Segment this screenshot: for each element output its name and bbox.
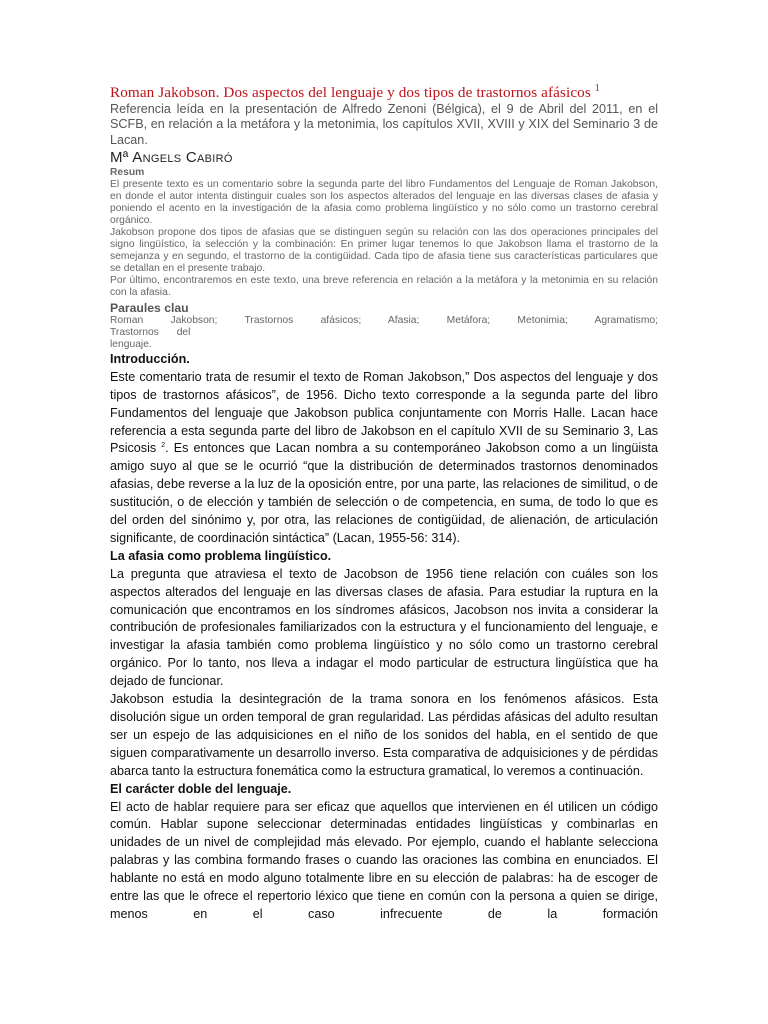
abstract-paragraph: Jakobson propone dos tipos de afasias que se distinguen según su relación con las dos operaciones principales del signo lingüístico, la selección y la combinación: En primer lugar tenemos lo que Jakobson llama el trastorno de la semejanza y en segundo, el trastorno de la contigüidad. Cada tipo de afasia tiene sus características particulares que se detallan en el presente trabajo. [110,226,658,274]
footnote-marker: 2 [161,442,166,450]
reference-note: Referencia leída en la presentación de Alfredo Zenoni (Bélgica), el 9 de Abril del 2011, en el SCFB, en relación a la metáfora y la metonimia, los capítulos XVII, XVIII y XIX del Seminario 3 de Lacan. [110,102,658,147]
section-heading-caracter-doble: El carácter doble del lenguaje. [110,781,292,796]
section-heading-afasia: La afasia como problema lingüístico. [110,548,332,563]
body-paragraph [110,369,658,548]
keywords-heading: Paraules clau [110,300,189,315]
section-heading-introduccion: Introducción. [110,351,190,366]
document-title [110,84,658,101]
document-body [110,351,658,924]
keywords-section [110,302,658,351]
abstract-section [110,167,658,299]
abstract-paragraph: Por último, encontraremos en este texto, una breve referencia en relación a la metáfora y la metonimia en su relación con la afasia. [110,274,658,298]
body-paragraph: El acto de hablar requiere para ser eficaz que aquellos que intervienen en él utilicen un código común. Hablar supone seleccionar determinadas entidades lingüísticas y combinarlas en unidades de un nivel de complejidad más elevado. Por ejemplo, cuando el hablante selecciona palabras y las combina formando frases o cuando las oraciones las combina en enunciados. El hablante no está en modo alguno totalmente libre en su elección de palabras: ha de escoger de entre las que le ofrece el repertorio léxico que tiene en común con la persona a quien se dirige, menos en el caso infrecuente de la formación [110,799,658,921]
title-footnote-marker: 1 [594,82,600,94]
body-text: . Es entonces que Lacan nombra a su contemporáneo Jakobson como a un lingüista amigo suyo al que se le ocurrió “que la distribución de determinados trastornos denominados afasias, debe reverse a la luz de la oposición entre, por una parte, las relaciones de similitud, o de sustitución, o de elección y también de selección o de competencia, en suma, de todo lo que es del orden del sinónimo y, por otra, las relaciones de contigüidad, de alienación, de articulación significante, de coordinación sintáctica” (Lacan, 1955-56: 314). [110,441,658,545]
body-text: Este comentario trata de resumir el texto de Roman Jakobson,” Dos aspectos del lenguaje y dos tipos de trastornos afásicos”, de 1956. Dicho texto corresponde a la segunda parte del libro Fundamentos del lenguaje que Jakobson publica conjuntamente con Morris Halle. Lacan hace referencia a esta segunda parte del libro de Jakobson en el capítulo XVII de su Seminario 3, Las Psicosis [110,369,658,456]
author-name: Mª Angels Cabiró [110,148,233,166]
body-paragraph: Jakobson estudia la desintegración de la trama sonora en los fenómenos afásicos. Esta disolución sigue un orden temporal de gran regularidad. Las pérdidas afásicas del adulto resultan ser un espejo de las adquisiciones en el niño de los sonidos del habla, en el sentido de que siguen comparativamente un desarrollo inverso. Esta comparativa de adquisiciones y de pérdidas abarca tanto la estructura fonemática como la estructura gramatical, lo veremos a continuación. [110,692,658,778]
title-text: Roman Jakobson. Dos aspectos del lenguaje y dos tipos de trastornos afásicos [110,84,591,101]
body-paragraph: La pregunta que atraviesa el texto de Jacobson de 1956 tiene relación con cuáles son los aspectos alterados del lenguaje en las diversas clases de afasia. Para estudiar la ruptura en la comunicación que encontramos en los síndromes afásicos, Jacobson nos invita a considerar la contribución de profesionales familiarizados con la estructura y el funcionamiento del lenguaje, e investigar la afasia también como problema lingüístico y no sólo como un trastorno cerebral orgánico. Por lo tanto, nos lleva a indagar el modo particular de estructura lingüística que ha dejado de funcionar. [110,566,658,689]
keywords-line: Roman Jakobson; Trastornos afásicos; Afasia; Metáfora; Metonimia; Agramatismo; Trastornos del [110,314,658,338]
keywords-line: lenguaje. [110,338,152,350]
abstract-heading: Resum [110,166,145,178]
document-page [110,84,658,924]
abstract-paragraph: El presente texto es un comentario sobre la segunda parte del libro Fundamentos del Lenguaje de Roman Jakobson, en donde el autor intenta distinguir cuales son los aspectos alterados del lenguaje en las diversas clases de afasia y poniendo el acento en la investigación de la afasia como problema lingüístico y no sólo como un trastorno cerebral orgánico. [110,178,658,226]
